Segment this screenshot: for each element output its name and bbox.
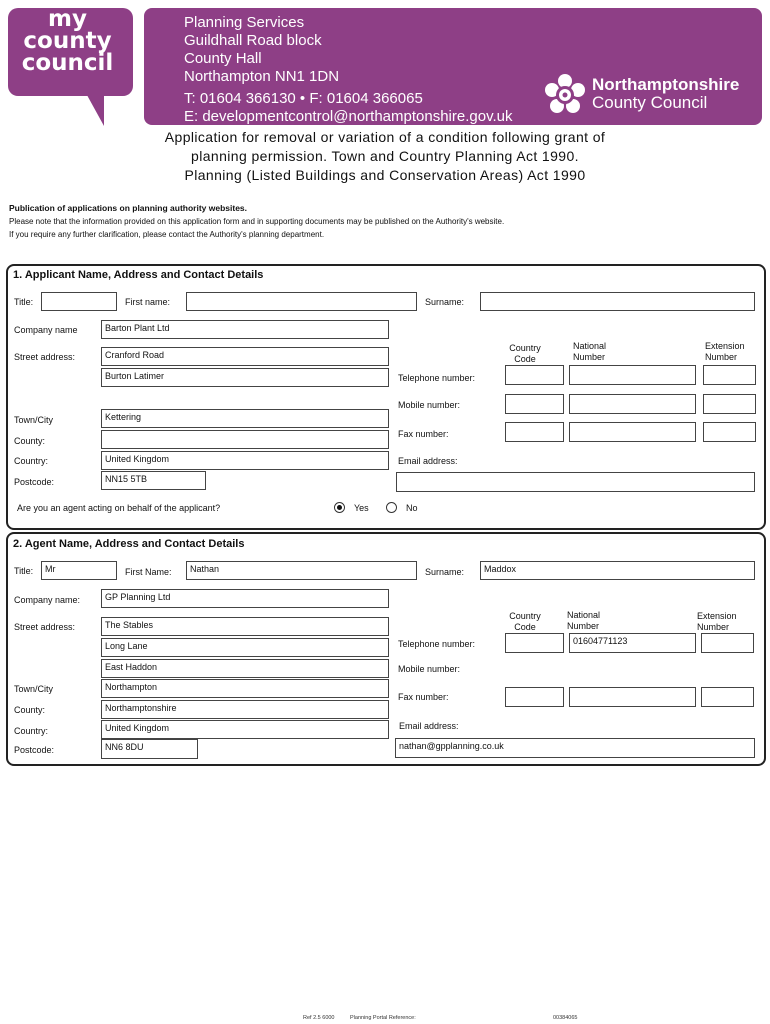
agent-no-radio[interactable] [386, 502, 397, 513]
applicant-county-field[interactable] [101, 430, 389, 449]
applicant-email-label: Email address: [398, 456, 458, 466]
title-line-2: planning permission. Town and Country Planning Act 1990. [191, 148, 579, 164]
agent-surname-label: Surname: [425, 567, 465, 577]
applicant-fax-country-code[interactable] [505, 422, 564, 442]
applicant-mob-extension[interactable] [703, 394, 756, 414]
title-line-1: Application for removal or variation of a condition following grant of [164, 129, 606, 145]
applicant-postcode-field[interactable]: NN15 5TB [101, 471, 206, 490]
applicant-street-field-1[interactable]: Cranford Road [101, 347, 389, 366]
logo-wordmark [10, 8, 125, 74]
applicant-street-field-2[interactable]: Burton Latimer [101, 368, 389, 387]
applicant-mob-national[interactable] [569, 394, 696, 414]
applicant-country-field[interactable]: United Kingdom [101, 451, 389, 470]
agent-company-label: Company name: [14, 595, 81, 605]
applicant-title-field[interactable] [41, 292, 117, 311]
applicant-title-label: Title: [14, 297, 34, 307]
agent-fax-label: Fax number: [398, 692, 449, 702]
applicant-company-label: Company name [14, 325, 78, 335]
applicant-company-field[interactable]: Barton Plant Ltd [101, 320, 389, 339]
agent-email-field[interactable]: nathan@gpplanning.co.uk [395, 738, 755, 758]
footer-ref: Ref 2.5 6000 [303, 1015, 335, 1021]
tudor-rose-icon [543, 73, 587, 117]
agent-national-number-header: National Number [567, 610, 601, 631]
address-line-1: Planning Services [184, 14, 305, 31]
form-title [100, 128, 670, 185]
agent-county-field[interactable]: Northamptonshire [101, 700, 389, 719]
logo-speech-tail [82, 86, 104, 126]
applicant-tel-national[interactable] [569, 365, 696, 385]
agent-first-name-label: First Name: [125, 567, 172, 577]
agent-yes-label: Yes [354, 503, 369, 513]
applicant-town-label: Town/City [14, 415, 54, 425]
agent-country-code-header: Country Code [509, 611, 541, 632]
footer-portal-label: Planning Portal Reference: [350, 1015, 416, 1021]
agent-county-label: County: [14, 705, 46, 715]
publication-note-2: If you require any further clarification, please contact the Authority's planning department. [9, 230, 325, 239]
agent-country-label: Country: [14, 726, 49, 736]
applicant-national-number-header: National Number [573, 341, 607, 362]
applicant-town-field[interactable]: Kettering [101, 409, 389, 428]
applicant-mobile-label: Mobile number: [398, 400, 461, 410]
applicant-fax-national[interactable] [569, 422, 696, 442]
council-address [184, 14, 512, 126]
address-line-2: Guildhall Road block [184, 32, 322, 49]
address-line-3: County Hall [184, 50, 262, 67]
agent-street-label: Street address: [14, 622, 76, 632]
agent-street-field-1[interactable]: The Stables [101, 617, 389, 636]
title-line-3: Planning (Listed Buildings and Conservation Areas) Act 1990 [184, 167, 586, 183]
agent-fax-national[interactable] [569, 687, 696, 707]
agent-first-name-field[interactable]: Nathan [186, 561, 417, 580]
applicant-county-label: County: [14, 436, 46, 446]
applicant-tel-country-code[interactable] [505, 365, 564, 385]
council-name-line-2: County Council [592, 93, 708, 112]
applicant-postcode-label: Postcode: [14, 477, 55, 487]
applicant-fax-extension[interactable] [703, 422, 756, 442]
agent-tel-national[interactable]: 01604771123 [569, 633, 696, 653]
agent-title-label: Title: [14, 566, 34, 576]
agent-mobile-label: Mobile number: [398, 664, 461, 674]
agent-question: Are you an agent acting on behalf of the applicant? [17, 503, 221, 513]
agent-email-label: Email address: [399, 721, 459, 731]
agent-street-field-3[interactable]: East Haddon [101, 659, 389, 678]
agent-yes-radio[interactable] [334, 502, 345, 513]
phone-line: T: 01604 366130 • F: 01604 366065 [184, 90, 423, 107]
logo-line-2: county [23, 28, 112, 54]
logo-line-1: my [48, 6, 87, 32]
agent-title-field[interactable]: Mr [41, 561, 117, 580]
agent-extension-number-header: Extension Number [697, 611, 737, 632]
agent-heading: 2. Agent Name, Address and Contact Details [13, 538, 245, 550]
applicant-tel-extension[interactable] [703, 365, 756, 385]
agent-tel-country-code[interactable] [505, 633, 564, 653]
address-line-4: Northampton NN1 1DN [184, 68, 340, 85]
agent-postcode-field[interactable]: NN6 8DU [101, 739, 198, 759]
agent-street-field-2[interactable]: Long Lane [101, 638, 389, 657]
agent-town-label: Town/City [14, 684, 54, 694]
agent-fax-extension[interactable] [701, 687, 754, 707]
applicant-heading: 1. Applicant Name, Address and Contact Details [13, 269, 264, 281]
applicant-extension-number-header: Extension Number [705, 341, 745, 362]
publication-heading: Publication of applications on planning authority websites. [9, 203, 248, 213]
email-line: E: developmentcontrol@northamptonshire.gov.uk [184, 108, 513, 125]
agent-country-field[interactable]: United Kingdom [101, 720, 389, 739]
applicant-surname-label: Surname: [425, 297, 465, 307]
applicant-email-field[interactable] [396, 472, 755, 492]
footer-portal-ref: 00384065 [553, 1015, 578, 1021]
agent-surname-field[interactable]: Maddox [480, 561, 755, 580]
agent-town-field[interactable]: Northampton [101, 679, 389, 698]
applicant-country-code-header: Country Code [509, 343, 541, 364]
agent-company-field[interactable]: GP Planning Ltd [101, 589, 389, 608]
council-name-line-1: Northamptonshire [592, 75, 740, 94]
applicant-telephone-label: Telephone number: [398, 373, 476, 383]
council-name [592, 76, 739, 112]
agent-telephone-label: Telephone number: [398, 639, 476, 649]
logo-line-3: council [21, 50, 114, 76]
applicant-country-label: Country: [14, 456, 49, 466]
applicant-first-name-field[interactable] [186, 292, 417, 311]
radio-selected-dot [337, 505, 342, 510]
applicant-street-label: Street address: [14, 352, 76, 362]
agent-no-label: No [406, 503, 418, 513]
applicant-mob-country-code[interactable] [505, 394, 564, 414]
applicant-surname-field[interactable] [480, 292, 755, 311]
agent-fax-country-code[interactable] [505, 687, 564, 707]
publication-note-1: Please note that the information provided on this application form and in supporting documents may be published on the Authority's website. [9, 217, 505, 226]
applicant-first-name-label: First name: [125, 297, 171, 307]
applicant-fax-label: Fax number: [398, 429, 449, 439]
agent-tel-extension[interactable] [701, 633, 754, 653]
agent-postcode-label: Postcode: [14, 745, 55, 755]
